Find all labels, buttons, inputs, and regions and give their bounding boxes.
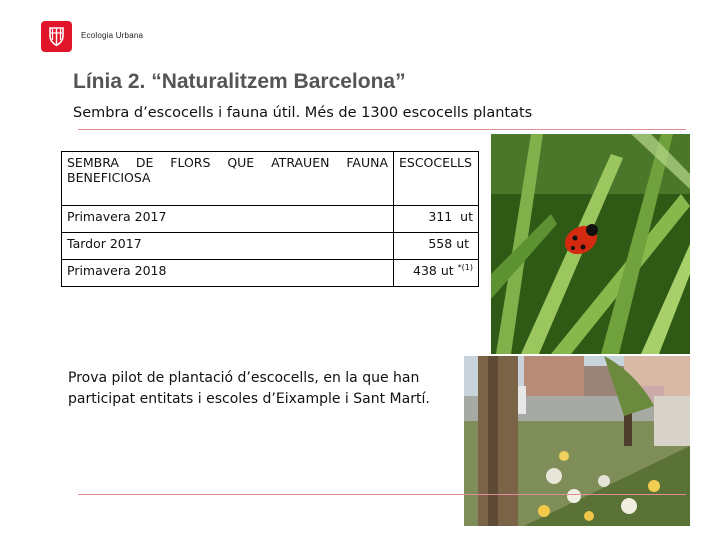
page-subtitle: Sembra d’escocells i fauna útil. Més de 1300 escocells plantats	[73, 105, 533, 121]
count-cell: 438 ut $^{*(1)}$	[394, 260, 479, 287]
count-cell: 558 ut	[394, 233, 479, 260]
planting-table	[61, 151, 479, 287]
city-logo	[41, 21, 72, 52]
table-row	[62, 206, 479, 233]
department-name: Ecologia Urbana	[81, 31, 144, 40]
count-cell: 311 ut	[394, 206, 479, 233]
street-planting-photo	[464, 356, 690, 526]
barcelona-city-shield-icon	[41, 21, 72, 52]
footnote-mark: *(1)	[457, 263, 473, 272]
pilot-note: Prova pilot de plantació d’escocells, en la que han participat entitats i escoles d’Eixample i Sant Martí.	[68, 370, 430, 407]
header-cell-tree-pits: ESCOCELLS	[394, 152, 479, 206]
season-cell: Tardor 2017	[62, 233, 394, 260]
header-cell-sowing: SEMBRA DE FLORS QUE ATRAUEN FAUNA BENEFICIOSA	[62, 152, 394, 206]
title-main: “Naturalitzem Barcelona”	[151, 70, 406, 93]
top-divider	[78, 129, 686, 130]
table-row	[62, 233, 479, 260]
bottom-divider	[78, 494, 686, 495]
season-cell: Primavera 2018	[62, 260, 394, 287]
page-title	[73, 70, 406, 94]
ladybug-photo	[491, 134, 690, 354]
season-cell: Primavera 2017	[62, 206, 394, 233]
title-prefix: Línia 2.	[73, 70, 152, 93]
table-header-row	[62, 152, 479, 206]
table-row	[62, 260, 479, 287]
